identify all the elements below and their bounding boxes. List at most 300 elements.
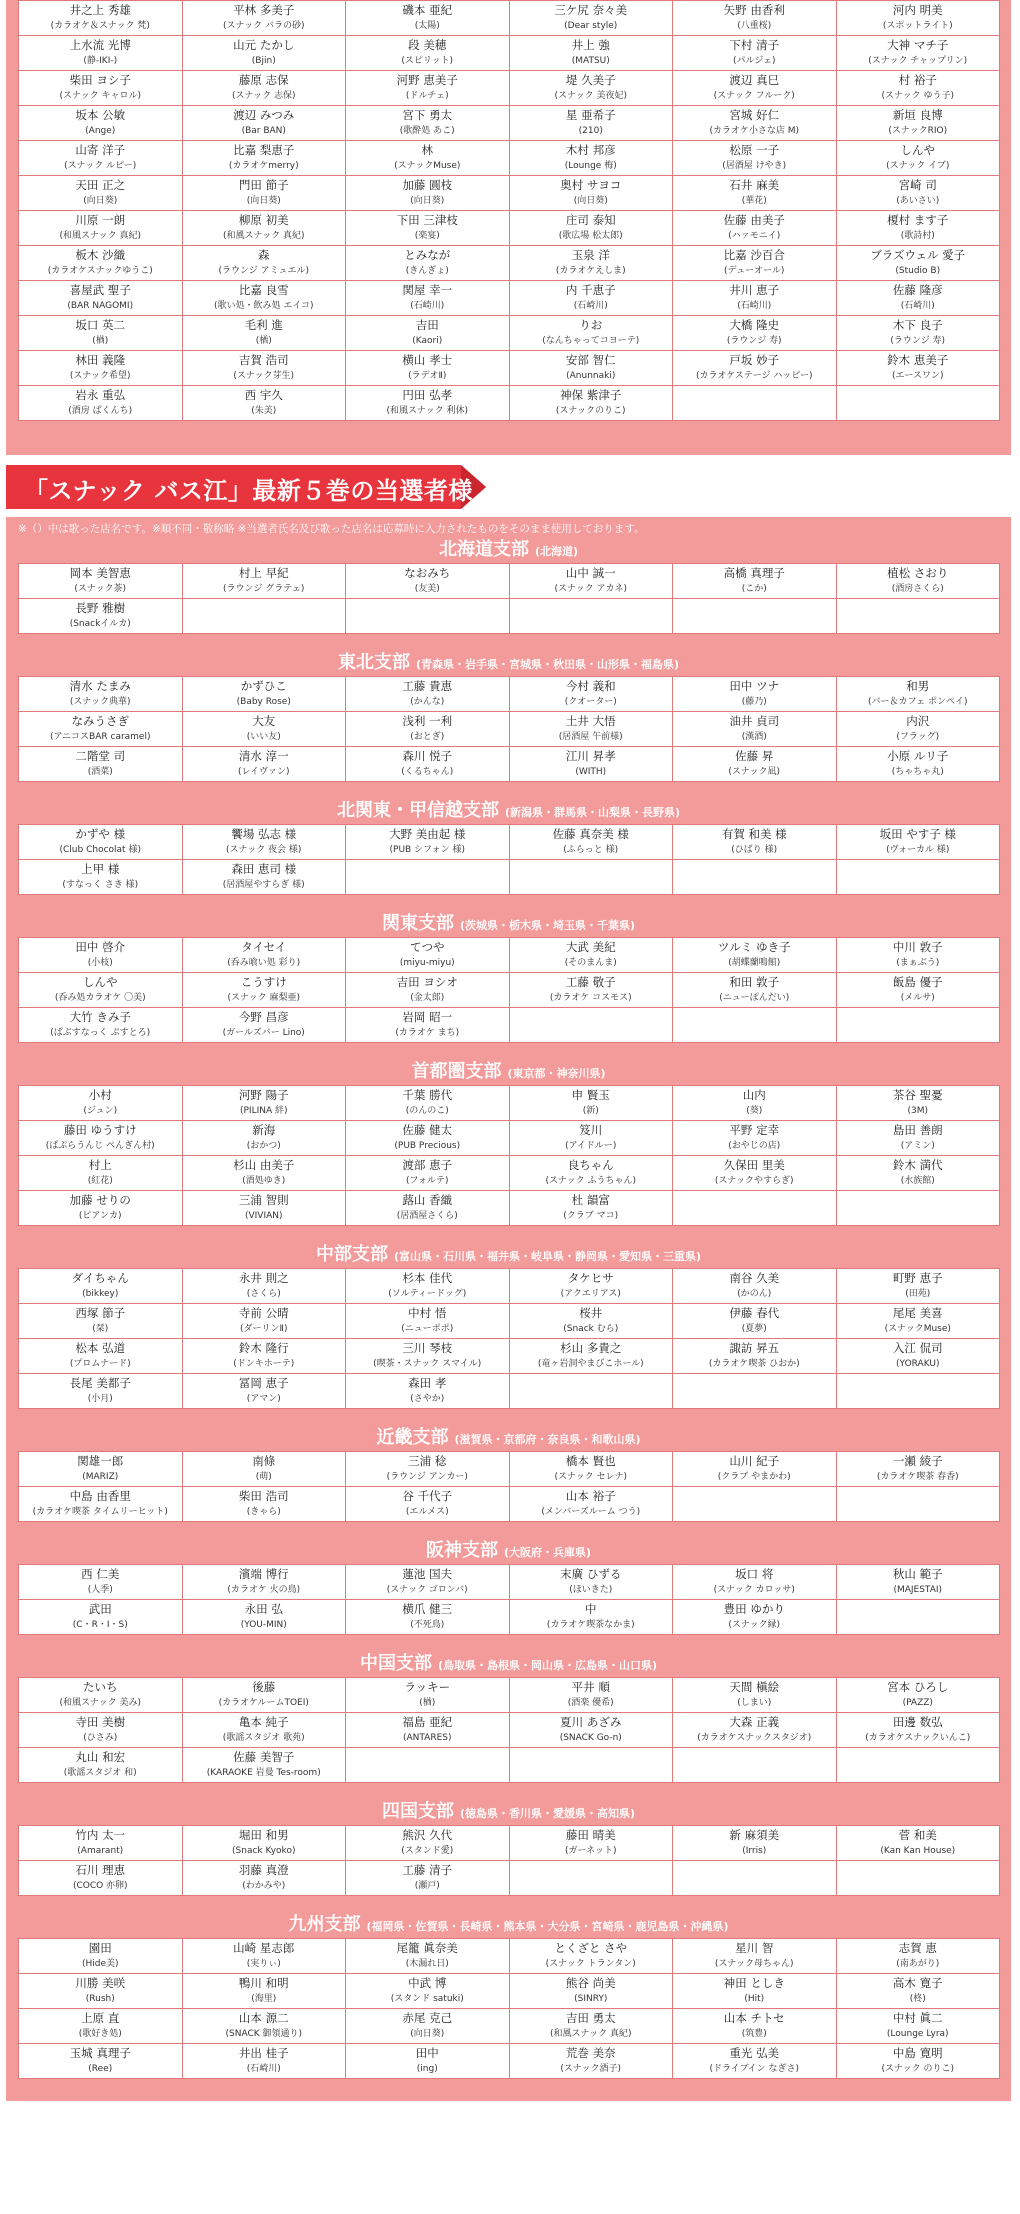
shop-name: (さやか) bbox=[410, 1394, 445, 1404]
winner-cell bbox=[19, 677, 183, 712]
winner-cell bbox=[673, 316, 837, 351]
shop-name: (KARAOKE 岩曼 Tes-room) bbox=[206, 1768, 321, 1778]
shop-name: (SINRY) bbox=[574, 1994, 608, 2004]
shop-name: (Irris) bbox=[742, 1846, 767, 1856]
winner-cell bbox=[346, 1191, 510, 1226]
winner-cell bbox=[509, 1374, 673, 1409]
winner-name: 赤尾 克己 bbox=[402, 2011, 453, 2025]
winner-cell bbox=[509, 246, 673, 281]
winner-cell bbox=[673, 1121, 837, 1156]
winner-name: 工藤 敬子 bbox=[565, 975, 616, 989]
winner-cell bbox=[182, 712, 346, 747]
winner-cell bbox=[509, 2009, 673, 2044]
winner-name: 玉泉 洋 bbox=[571, 248, 610, 262]
winner-name: 坂口 将 bbox=[735, 1567, 774, 1581]
region-table bbox=[18, 1938, 1000, 2079]
winner-name: 山寄 洋子 bbox=[75, 143, 126, 157]
table-row bbox=[19, 1678, 1000, 1713]
shop-name: (エースワン) bbox=[891, 371, 944, 381]
shop-name: (スナック ゴロンバ) bbox=[386, 1585, 468, 1595]
shop-name: (酒房 ぱくんち) bbox=[68, 406, 133, 416]
shop-name: (金太郎) bbox=[410, 993, 445, 1003]
shop-name: (クオーター) bbox=[564, 697, 617, 707]
winner-cell bbox=[19, 1086, 183, 1121]
winner-name: 山川 紀子 bbox=[729, 1454, 780, 1468]
winner-name: 武田 bbox=[88, 1602, 112, 1616]
winner-cell bbox=[673, 1269, 837, 1304]
shop-name: (Hide美) bbox=[81, 1959, 119, 1969]
winner-name: 藤田 ゆうすけ bbox=[63, 1123, 137, 1137]
winner-name: 鈴木 隆行 bbox=[238, 1341, 289, 1355]
shop-name: (楽宴) bbox=[414, 231, 440, 241]
shop-name: (スナック アカネ) bbox=[554, 584, 627, 594]
region-heading bbox=[18, 1912, 999, 1938]
shop-name: (スナック セレナ) bbox=[554, 1472, 628, 1482]
winner-cell bbox=[346, 1008, 510, 1043]
winner-name: 平井 順 bbox=[571, 1680, 610, 1694]
winner-name: ツルミ ゆき子 bbox=[717, 940, 791, 954]
shop-name: (プロムナード) bbox=[69, 1359, 131, 1369]
region-heading bbox=[18, 1651, 999, 1677]
winner-cell bbox=[346, 747, 510, 782]
winner-name: 平野 定幸 bbox=[729, 1123, 780, 1137]
table-row bbox=[19, 71, 1000, 106]
winner-name: 永井 則之 bbox=[238, 1271, 289, 1285]
winner-name: 三ケ尻 奈々美 bbox=[554, 3, 628, 17]
winner-cell bbox=[836, 176, 1000, 211]
winner-cell bbox=[673, 351, 837, 386]
winner-cell bbox=[836, 316, 1000, 351]
winner-name: 江川 昇孝 bbox=[565, 749, 616, 763]
shop-name: (ニューぽんだい) bbox=[719, 993, 790, 1003]
shop-name: (居酒屋やすらぎ 様) bbox=[222, 880, 305, 890]
winner-name: 今村 義和 bbox=[565, 679, 616, 693]
shop-name: (スナック キャロル) bbox=[59, 91, 142, 101]
winner-cell bbox=[673, 1974, 837, 2009]
winner-cell bbox=[509, 1600, 673, 1635]
winner-cell bbox=[509, 281, 673, 316]
winner-name: 橋本 賢也 bbox=[565, 1454, 616, 1468]
winner-cell bbox=[182, 106, 346, 141]
winner-name: りお bbox=[579, 318, 603, 332]
winner-name: 山元 たかし bbox=[233, 38, 295, 52]
winner-name: 宮城 好仁 bbox=[729, 108, 780, 122]
winner-cell bbox=[509, 1121, 673, 1156]
winner-cell bbox=[836, 1, 1000, 36]
winner-name: 夏川 あざみ bbox=[560, 1715, 622, 1729]
region-block bbox=[18, 1059, 999, 1226]
shop-name: (Club Chocolat 様) bbox=[59, 845, 141, 855]
region-prefectures: (滋賀県・京都府・奈良県・和歌山県) bbox=[454, 1433, 641, 1446]
winner-name: 岡本 美智恵 bbox=[69, 566, 131, 580]
table-row bbox=[19, 351, 1000, 386]
winner-cell bbox=[673, 1, 837, 36]
shop-name: (カラオケ喫茶なかま) bbox=[546, 1620, 635, 1630]
winner-cell bbox=[182, 1678, 346, 1713]
winner-name: タイセイ bbox=[241, 940, 287, 954]
winner-cell bbox=[509, 1487, 673, 1522]
winner-name: 高木 寛子 bbox=[892, 1976, 943, 1990]
winner-cell bbox=[182, 677, 346, 712]
table-row bbox=[19, 599, 1000, 634]
winner-name: 羽藤 真澄 bbox=[238, 1863, 289, 1877]
winner-cell bbox=[509, 1565, 673, 1600]
winner-cell bbox=[346, 1452, 510, 1487]
winner-cell bbox=[673, 1452, 837, 1487]
winner-cell bbox=[673, 141, 837, 176]
shop-name: (カラオケ喫茶 春香) bbox=[876, 1472, 959, 1482]
shop-name: (PUB Precious) bbox=[394, 1141, 461, 1151]
shop-name: (人季) bbox=[87, 1585, 113, 1595]
shop-name: (ニューポポ) bbox=[401, 1324, 454, 1334]
winner-cell bbox=[509, 1, 673, 36]
table-row bbox=[19, 973, 1000, 1008]
shop-name: (デューオール) bbox=[724, 266, 785, 276]
shop-name: (すなっく さき 様) bbox=[62, 880, 139, 890]
winner-name: ブラズウェル 愛子 bbox=[870, 248, 966, 262]
shop-name: (竜ヶ岩洞やまびこホール) bbox=[537, 1359, 644, 1369]
winner-name: 鴨川 和明 bbox=[238, 1976, 289, 1990]
shop-name: (八重桜) bbox=[737, 21, 772, 31]
shop-name: (カラオケ まち) bbox=[395, 1028, 460, 1038]
winner-name: 横山 孝士 bbox=[402, 353, 453, 367]
region-prefectures: (北海道) bbox=[534, 545, 579, 558]
shop-name: (3M) bbox=[907, 1106, 928, 1116]
shop-name: (Anunnaki) bbox=[566, 371, 616, 381]
winner-name: 大友 bbox=[252, 714, 276, 728]
winner-cell bbox=[182, 351, 346, 386]
winner-name: 奥村 サヨコ bbox=[560, 178, 622, 192]
winner-cell bbox=[673, 825, 837, 860]
shop-name: (向日葵) bbox=[410, 196, 445, 206]
winner-name: 茶谷 聖憂 bbox=[892, 1088, 943, 1102]
winner-name: 長野 雅樹 bbox=[75, 601, 126, 615]
winner-cell bbox=[19, 938, 183, 973]
region-heading bbox=[18, 1538, 999, 1564]
winner-name: 円田 弘孝 bbox=[402, 388, 453, 402]
shop-name: (SNACK 御領通り) bbox=[225, 2029, 302, 2039]
winner-name: 加藤 圓枝 bbox=[402, 178, 453, 192]
winner-name: 新 麻須美 bbox=[729, 1828, 780, 1842]
shop-name: (ガールズバー Lino) bbox=[222, 1028, 305, 1038]
winner-cell bbox=[836, 1565, 1000, 1600]
winner-cell bbox=[346, 599, 510, 634]
winner-cell bbox=[182, 564, 346, 599]
winner-name: 河野 恵美子 bbox=[396, 73, 458, 87]
shop-name: (ひさみ) bbox=[83, 1733, 118, 1743]
winner-name: 小原 ルリ子 bbox=[887, 749, 949, 763]
winner-name: 吉田 勇太 bbox=[565, 2011, 616, 2025]
winner-name: 久保田 里美 bbox=[723, 1158, 785, 1172]
winner-cell bbox=[836, 351, 1000, 386]
winner-name: 伊藤 春代 bbox=[729, 1306, 780, 1320]
winner-cell bbox=[836, 1713, 1000, 1748]
winner-name: 下村 清子 bbox=[729, 38, 780, 52]
winner-name: 亀本 純子 bbox=[238, 1715, 289, 1729]
shop-name: (ぱぷらうんじ ぺんぎん村) bbox=[45, 1141, 155, 1151]
table-row bbox=[19, 938, 1000, 973]
shop-name: (石崎川) bbox=[573, 301, 608, 311]
winner-name: 中武 博 bbox=[408, 1976, 447, 1990]
winner-name: 神田 としき bbox=[723, 1976, 785, 1990]
winner-name: 中島 由香里 bbox=[69, 1489, 131, 1503]
winner-name: かずや 様 bbox=[75, 827, 126, 841]
winner-name: タケヒサ bbox=[567, 1271, 614, 1285]
winner-cell bbox=[19, 1713, 183, 1748]
shop-name: (ラウンジ グラテェ) bbox=[223, 584, 305, 594]
winner-cell bbox=[19, 1974, 183, 2009]
shop-name: (レイヴァン) bbox=[238, 767, 290, 777]
shop-name: (楢) bbox=[92, 336, 109, 346]
winner-cell bbox=[346, 1487, 510, 1522]
shop-name: (向日葵) bbox=[83, 196, 118, 206]
winner-name: 河野 陽子 bbox=[238, 1088, 289, 1102]
table-row bbox=[19, 1191, 1000, 1226]
winner-cell bbox=[19, 71, 183, 106]
table-row bbox=[19, 386, 1000, 421]
winner-name: 土井 大悟 bbox=[565, 714, 616, 728]
shop-name: (和風スナック 美み) bbox=[59, 1698, 142, 1708]
shop-name: (酒菜) bbox=[87, 767, 113, 777]
winner-cell bbox=[673, 281, 837, 316]
winner-cell bbox=[182, 1339, 346, 1374]
shop-name: (カラオケルームTOEI) bbox=[218, 1698, 309, 1708]
winner-name: 佐藤 由美子 bbox=[723, 213, 785, 227]
table-row bbox=[19, 1713, 1000, 1748]
winner-cell bbox=[182, 1, 346, 36]
winner-name: 浅利 一利 bbox=[402, 714, 453, 728]
winner-cell bbox=[182, 1565, 346, 1600]
winner-name: 杜 韻富 bbox=[571, 1193, 610, 1207]
winner-name: 石川 理恵 bbox=[75, 1863, 126, 1877]
winner-cell bbox=[346, 825, 510, 860]
winner-name: 中島 寛明 bbox=[892, 2046, 943, 2060]
winner-name: 上甲 様 bbox=[81, 862, 120, 876]
winner-name: 坂口 英二 bbox=[75, 318, 126, 332]
shop-name: (カラオケステージ ハッピー) bbox=[695, 371, 813, 381]
winner-name: 工藤 貴恵 bbox=[402, 679, 453, 693]
shop-name: (きゃら) bbox=[246, 1507, 281, 1517]
winner-cell bbox=[19, 1678, 183, 1713]
shop-name: (ジュン) bbox=[83, 1106, 118, 1116]
winner-cell bbox=[346, 351, 510, 386]
shop-name: (歌い処・飲み処 エイコ) bbox=[213, 301, 314, 311]
winner-name: 中 bbox=[585, 1602, 597, 1616]
shop-name: (居酒屋 けやき) bbox=[722, 161, 787, 171]
winner-name: 大神 マチ子 bbox=[887, 38, 949, 52]
shop-name: (居酒屋 午前様) bbox=[558, 732, 623, 742]
winner-name: 堤 久美子 bbox=[565, 73, 616, 87]
winner-cell bbox=[509, 316, 673, 351]
shop-name: (スナックRIO) bbox=[888, 126, 948, 136]
winner-name: 堀田 和男 bbox=[238, 1828, 289, 1842]
winner-cell bbox=[19, 1826, 183, 1861]
winner-cell bbox=[673, 1374, 837, 1409]
region-name: 北関東・甲信越支部 bbox=[336, 800, 499, 821]
region-heading bbox=[18, 650, 999, 676]
winner-name: 永田 弘 bbox=[244, 1602, 283, 1616]
table-row bbox=[19, 141, 1000, 176]
winner-name: 和田 敦子 bbox=[729, 975, 780, 989]
shop-name: (カラオケスナックいんこ) bbox=[865, 1733, 971, 1743]
winner-name: 鈴木 満代 bbox=[892, 1158, 943, 1172]
winner-cell bbox=[673, 36, 837, 71]
winner-name: 油井 貞司 bbox=[729, 714, 780, 728]
winner-cell bbox=[836, 747, 1000, 782]
winner-name: 山崎 星志郎 bbox=[233, 1941, 295, 1955]
shop-name: (VIVIAN) bbox=[244, 1211, 283, 1221]
winner-cell bbox=[19, 712, 183, 747]
winner-cell bbox=[182, 1861, 346, 1896]
winner-cell bbox=[673, 973, 837, 1008]
shop-name: (ふらっと 様) bbox=[563, 845, 619, 855]
shop-name: (カラオケ喫茶 タイムリーヒット) bbox=[32, 1507, 168, 1517]
winner-cell bbox=[836, 1487, 1000, 1522]
winner-cell bbox=[346, 1339, 510, 1374]
shop-name: (かんな) bbox=[410, 697, 445, 707]
winner-cell bbox=[19, 1, 183, 36]
previous-winners-table bbox=[18, 0, 1000, 421]
winner-cell bbox=[673, 1339, 837, 1374]
winner-cell bbox=[182, 211, 346, 246]
winner-cell bbox=[509, 1008, 673, 1043]
winner-cell bbox=[673, 938, 837, 973]
winner-name: 関屋 幸一 bbox=[402, 283, 453, 297]
region-name: 首都圏支部 bbox=[411, 1061, 502, 1082]
winner-name: 飯島 優子 bbox=[892, 975, 943, 989]
winner-name: 村上 早紀 bbox=[238, 566, 289, 580]
winner-cell bbox=[346, 211, 510, 246]
shop-name: (ぱぶすなっく ぷすとろ) bbox=[50, 1028, 151, 1038]
winner-name: 磯本 亜紀 bbox=[402, 3, 453, 17]
shop-name: (歌好き処) bbox=[78, 2029, 122, 2039]
shop-name: (太陽) bbox=[414, 21, 440, 31]
winner-cell bbox=[836, 1269, 1000, 1304]
shop-name: (おかつ) bbox=[246, 1141, 281, 1151]
winner-cell bbox=[182, 825, 346, 860]
winner-cell bbox=[509, 599, 673, 634]
shop-name: (C・R・I・S) bbox=[72, 1620, 128, 1630]
winner-cell bbox=[182, 176, 346, 211]
winner-name: 上原 直 bbox=[81, 2011, 120, 2025]
winner-cell bbox=[182, 1156, 346, 1191]
winner-name: 長尾 美都子 bbox=[69, 1376, 131, 1390]
shop-name: (スナック カロッサ) bbox=[713, 1585, 795, 1595]
region-heading bbox=[18, 798, 999, 824]
table-row bbox=[19, 1748, 1000, 1783]
winner-cell bbox=[182, 1191, 346, 1226]
winner-name: 段 美穂 bbox=[408, 38, 447, 52]
shop-name: (Hit) bbox=[744, 1994, 765, 2004]
table-row bbox=[19, 747, 1000, 782]
winner-cell bbox=[673, 1748, 837, 1783]
winner-name: 関雄一郎 bbox=[77, 1454, 124, 1468]
winner-cell bbox=[836, 599, 1000, 634]
winner-cell bbox=[346, 1939, 510, 1974]
region-prefectures: (東京都・神奈川県) bbox=[507, 1067, 606, 1080]
winners-section bbox=[6, 517, 1011, 2101]
region-block bbox=[18, 650, 999, 782]
winner-cell bbox=[182, 860, 346, 895]
winner-cell bbox=[673, 1678, 837, 1713]
winner-name: 寺前 公晴 bbox=[238, 1306, 289, 1320]
shop-name: (SNACK Go-n) bbox=[559, 1733, 622, 1743]
winner-name: 大武 美紀 bbox=[565, 940, 616, 954]
winner-cell bbox=[19, 1487, 183, 1522]
winner-cell bbox=[673, 1008, 837, 1043]
winner-cell bbox=[346, 1374, 510, 1409]
winner-name: 安部 智仁 bbox=[565, 353, 616, 367]
winner-cell bbox=[673, 386, 837, 421]
winner-cell bbox=[836, 141, 1000, 176]
winner-name: 尾籠 眞奈美 bbox=[396, 1941, 458, 1955]
winner-name: 渡辺 真巳 bbox=[729, 73, 780, 87]
shop-name: (クラブ やまかわ) bbox=[717, 1472, 791, 1482]
winner-cell bbox=[19, 1191, 183, 1226]
winner-cell bbox=[836, 1086, 1000, 1121]
winner-cell bbox=[673, 2044, 837, 2079]
winner-name: 柴田 浩司 bbox=[238, 1489, 289, 1503]
table-row bbox=[19, 2009, 1000, 2044]
winner-name: 笈川 bbox=[579, 1123, 603, 1137]
shop-name: (新) bbox=[582, 1106, 599, 1116]
shop-name: (歌広場 松太郎) bbox=[558, 231, 623, 241]
table-row bbox=[19, 1600, 1000, 1635]
winner-name: たいち bbox=[83, 1680, 118, 1694]
shop-name: (小月) bbox=[87, 1394, 113, 1404]
shop-name: (こか) bbox=[741, 584, 767, 594]
shop-name: (スナック芽生) bbox=[233, 371, 295, 381]
winner-cell bbox=[346, 712, 510, 747]
winner-cell bbox=[673, 1086, 837, 1121]
shop-name: (ing) bbox=[416, 2064, 438, 2074]
winner-cell bbox=[509, 1156, 673, 1191]
winner-cell bbox=[182, 1304, 346, 1339]
winner-cell bbox=[19, 211, 183, 246]
winner-cell bbox=[836, 1678, 1000, 1713]
region-prefectures: (茨城県・栃木県・埼玉県・千葉県) bbox=[459, 919, 636, 932]
winner-cell bbox=[509, 1939, 673, 1974]
winner-cell bbox=[346, 1086, 510, 1121]
shop-name: (Ree) bbox=[88, 2064, 113, 2074]
region-prefectures: (鳥取県・島根県・岡山県・広島県・山口県) bbox=[437, 1659, 658, 1672]
shop-name: (アイドルー) bbox=[565, 1141, 617, 1151]
shop-name: (アニコスBAR caramel) bbox=[49, 732, 151, 742]
shop-name: (カラオケスナックスタジオ) bbox=[697, 1733, 812, 1743]
winner-name: 吉田 bbox=[415, 318, 439, 332]
shop-name: (メンバーズルーム つう) bbox=[541, 1507, 641, 1517]
shop-name: (くるちゃん) bbox=[401, 767, 454, 777]
winner-cell bbox=[509, 747, 673, 782]
shop-name: (スナック縁) bbox=[728, 1620, 781, 1630]
winner-name: 星川 智 bbox=[735, 1941, 774, 1955]
shop-name: (スナック典華) bbox=[69, 697, 131, 707]
winner-cell bbox=[182, 386, 346, 421]
region-prefectures: (大阪府・兵庫県) bbox=[503, 1546, 592, 1559]
winner-cell bbox=[509, 351, 673, 386]
winner-cell bbox=[182, 1974, 346, 2009]
shop-name: (210) bbox=[578, 126, 603, 136]
winner-cell bbox=[509, 106, 673, 141]
winner-cell bbox=[182, 938, 346, 973]
shop-name: (スナック母ちゃん) bbox=[714, 1959, 794, 1969]
region-block bbox=[18, 1538, 999, 1635]
winner-name: 熊谷 尚美 bbox=[565, 1976, 616, 1990]
shop-name: (栞) bbox=[92, 1324, 109, 1334]
winner-name: 吉田 ヨシオ bbox=[396, 975, 458, 989]
winner-cell bbox=[509, 1191, 673, 1226]
region-block bbox=[18, 1242, 999, 1409]
